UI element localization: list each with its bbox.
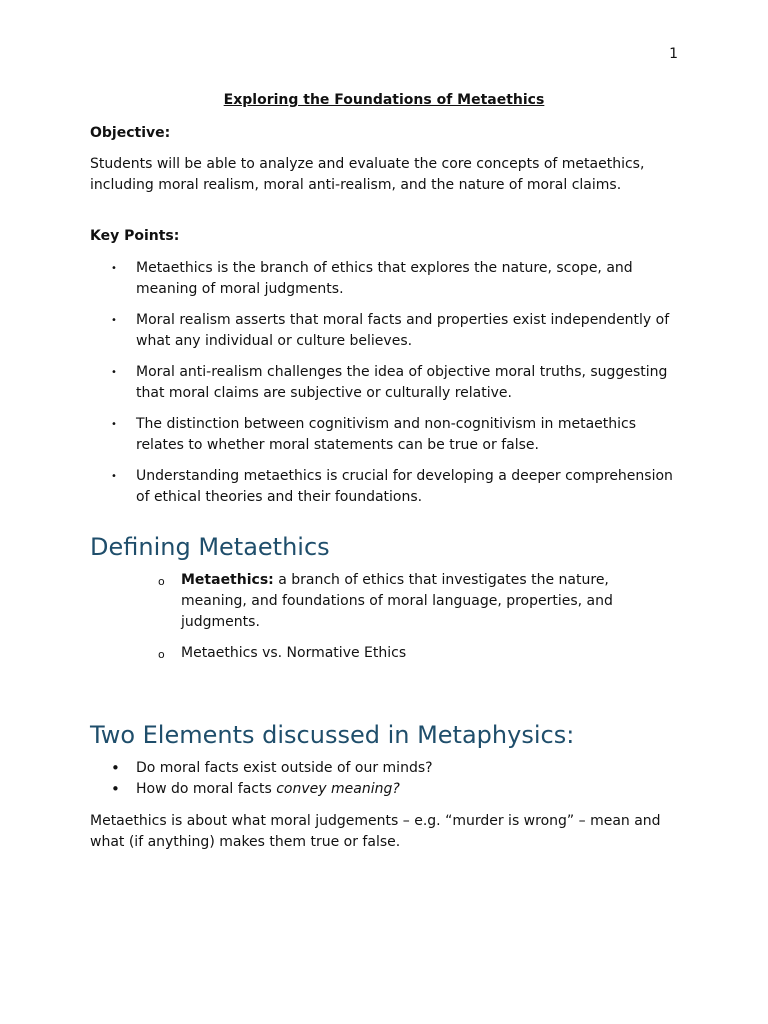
- question-prefix: How do moral facts: [136, 781, 277, 797]
- bullet-icon: •: [111, 315, 117, 326]
- bullet-icon: •: [111, 367, 117, 378]
- summary-paragraph: Metaethics is about what moral judgements – e.g. “murder is wrong” – mean and what (if anything) makes them true or false.: [90, 813, 661, 850]
- question-text: Do moral facts exist outside of our minds?: [136, 760, 433, 776]
- question-emphasis: convey meaning?: [276, 781, 400, 797]
- circle-bullet-icon: o: [158, 648, 165, 661]
- document-title: Exploring the Foundations of Metaethics: [223, 92, 545, 108]
- key-point-text: Metaethics is the branch of ethics that explores the nature, scope, and meaning of moral judgments.: [136, 260, 633, 297]
- bullet-icon: •: [111, 419, 117, 430]
- circle-bullet-icon: o: [158, 575, 165, 588]
- two-elements-heading: Two Elements discussed in Metaphysics:: [90, 721, 575, 749]
- definition-text: [181, 570, 671, 633]
- question-text: [136, 779, 681, 800]
- page-number: 1: [669, 46, 678, 62]
- bullet-icon: •: [111, 780, 120, 798]
- key-point-text: Moral anti-realism challenges the idea of objective moral truths, suggesting that moral claims are subjective or culturally relative.: [136, 364, 668, 401]
- key-point-text: Moral realism asserts that moral facts and properties exist independently of what any individual or culture believes.: [136, 312, 670, 349]
- key-point-text: The distinction between cognitivism and non-cognitivism in metaethics relates to whether moral statements can be true or false.: [136, 416, 637, 453]
- bullet-icon: •: [111, 759, 120, 777]
- comparison-text: Metaethics vs. Normative Ethics: [181, 645, 407, 661]
- bullet-icon: •: [111, 471, 117, 482]
- key-points-label: Key Points:: [90, 228, 180, 244]
- definition-body: a branch of ethics that investigates the nature, meaning, and foundations of moral language, properties, and judgments.: [181, 572, 613, 630]
- bullet-icon: •: [111, 263, 117, 274]
- definition-term: Metaethics:: [181, 572, 274, 588]
- objective-label: Objective:: [90, 125, 171, 141]
- key-point-text: Understanding metaethics is crucial for developing a deeper comprehension of ethical theories and their foundations.: [136, 468, 673, 505]
- objective-text: Students will be able to analyze and evaluate the core concepts of metaethics, including moral realism, moral anti-realism, and the nature of moral claims.: [90, 156, 645, 193]
- defining-metaethics-heading: Defining Metaethics: [90, 533, 330, 561]
